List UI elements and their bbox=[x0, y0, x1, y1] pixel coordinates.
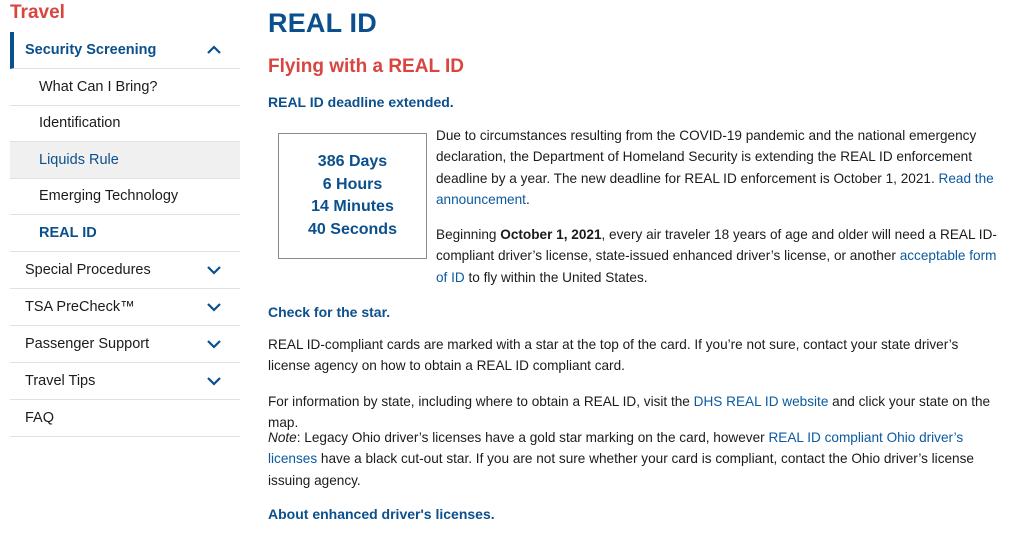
sidebar-list bbox=[10, 32, 240, 437]
paragraph-text: have a black cut-out star. If you are not sure whether your card is compliant, contact the Ohio driver’s license issuing agency. bbox=[268, 451, 974, 488]
sidebar-item-label: TSA PreCheck™ bbox=[25, 298, 135, 315]
page-subtitle: Flying with a REAL ID bbox=[268, 56, 464, 77]
paragraph-text: Beginning bbox=[436, 227, 501, 242]
note-label: Note bbox=[268, 430, 297, 445]
sidebar-item-emerging-technology[interactable] bbox=[10, 179, 240, 216]
sidebar-item-label: Passenger Support bbox=[25, 335, 150, 352]
paragraph-text: . bbox=[525, 191, 530, 207]
ohio-note-paragraph bbox=[268, 427, 1003, 491]
sidebar-item-travel-tips[interactable] bbox=[10, 363, 240, 400]
countdown-hours: 6 Hours bbox=[322, 175, 383, 193]
deadline-date: October 1, 2021 bbox=[500, 227, 602, 242]
sidebar-item-label: Security Screening bbox=[25, 42, 157, 58]
countdown-days: 386 Days bbox=[317, 153, 388, 170]
star-heading: Check for the star. bbox=[268, 304, 391, 320]
ohio-licenses-link[interactable]: REAL ID compliant Ohio driver’s licenses bbox=[268, 430, 964, 467]
page-title: REAL ID bbox=[268, 8, 377, 38]
chevron-down-icon[interactable] bbox=[206, 302, 222, 312]
paragraph-text: For information by state, including where to obtain a REAL ID, visit the bbox=[268, 394, 694, 409]
sidebar-item-tsa-precheck[interactable] bbox=[10, 289, 240, 326]
sidebar-item-label: Liquids Rule bbox=[39, 151, 119, 168]
sidebar-item-liquids-rule[interactable] bbox=[10, 142, 240, 179]
sidebar-item-label: Travel Tips bbox=[25, 372, 96, 389]
sidebar-item-security-screening[interactable] bbox=[10, 32, 240, 69]
sidebar-item-label: Identification bbox=[39, 115, 121, 132]
sidebar-item-identification[interactable] bbox=[10, 106, 240, 143]
sidebar-item-real-id[interactable] bbox=[10, 215, 240, 252]
enhanced-licenses-heading[interactable]: About enhanced driver's licenses. bbox=[268, 506, 495, 522]
beginning-paragraph bbox=[436, 224, 1004, 288]
sidebar-section-title[interactable]: Travel bbox=[10, 2, 65, 23]
countdown-minutes: 14 Minutes bbox=[311, 198, 394, 215]
sidebar-item-faq[interactable] bbox=[10, 400, 240, 437]
chevron-up-icon[interactable] bbox=[206, 45, 222, 55]
chevron-down-icon[interactable] bbox=[206, 376, 222, 386]
deadline-paragraph bbox=[436, 125, 1001, 210]
paragraph-text: and click your state on the map. bbox=[268, 394, 991, 431]
dhs-real-id-website-link[interactable]: DHS REAL ID website bbox=[693, 394, 829, 409]
acceptable-id-link[interactable]: acceptable form of ID bbox=[436, 248, 997, 285]
sidebar-item-label: Emerging Technology bbox=[39, 188, 179, 205]
paragraph-text: : Legacy Ohio driver’s licenses have a gold star marking on the card, however bbox=[296, 430, 769, 445]
sidebar-item-label: Special Procedures bbox=[25, 261, 151, 278]
sidebar-item-label: REAL ID bbox=[39, 224, 97, 241]
chevron-down-icon[interactable] bbox=[206, 265, 222, 275]
sidebar-item-label: What Can I Bring? bbox=[39, 78, 158, 95]
chevron-down-icon[interactable] bbox=[206, 339, 222, 349]
countdown-timer bbox=[278, 133, 427, 259]
deadline-heading: REAL ID deadline extended. bbox=[268, 94, 454, 110]
read-announcement-link[interactable]: Read the announcement bbox=[436, 170, 994, 207]
sidebar-item-label: FAQ bbox=[25, 409, 55, 426]
sidebar-item-special-procedures[interactable] bbox=[10, 252, 240, 289]
star-paragraph: REAL ID-compliant cards are marked with a star at the top of the card. If you’re not sure, contact your state driver’s license agency on how to obtain a REAL ID compliant card. bbox=[268, 337, 959, 374]
paragraph-text: to fly within the United States. bbox=[464, 269, 648, 285]
countdown-seconds: 40 Seconds bbox=[308, 220, 397, 238]
sidebar-item-what-can-i-bring[interactable] bbox=[10, 69, 240, 106]
sidebar-item-passenger-support[interactable] bbox=[10, 326, 240, 363]
paragraph-text: Due to circumstances resulting from the COVID-19 pandemic and the national emergency declaration, the Department of Homeland Security is extending the REAL ID enforcement deadline by a year. The new deadline for REAL ID enforcement is October 1, 2021. bbox=[436, 128, 977, 186]
paragraph-text: , every air traveler 18 years of age and older will need a REAL ID-compliant driver’s license, state-issued enhanced driver’s license, or another bbox=[436, 227, 997, 264]
